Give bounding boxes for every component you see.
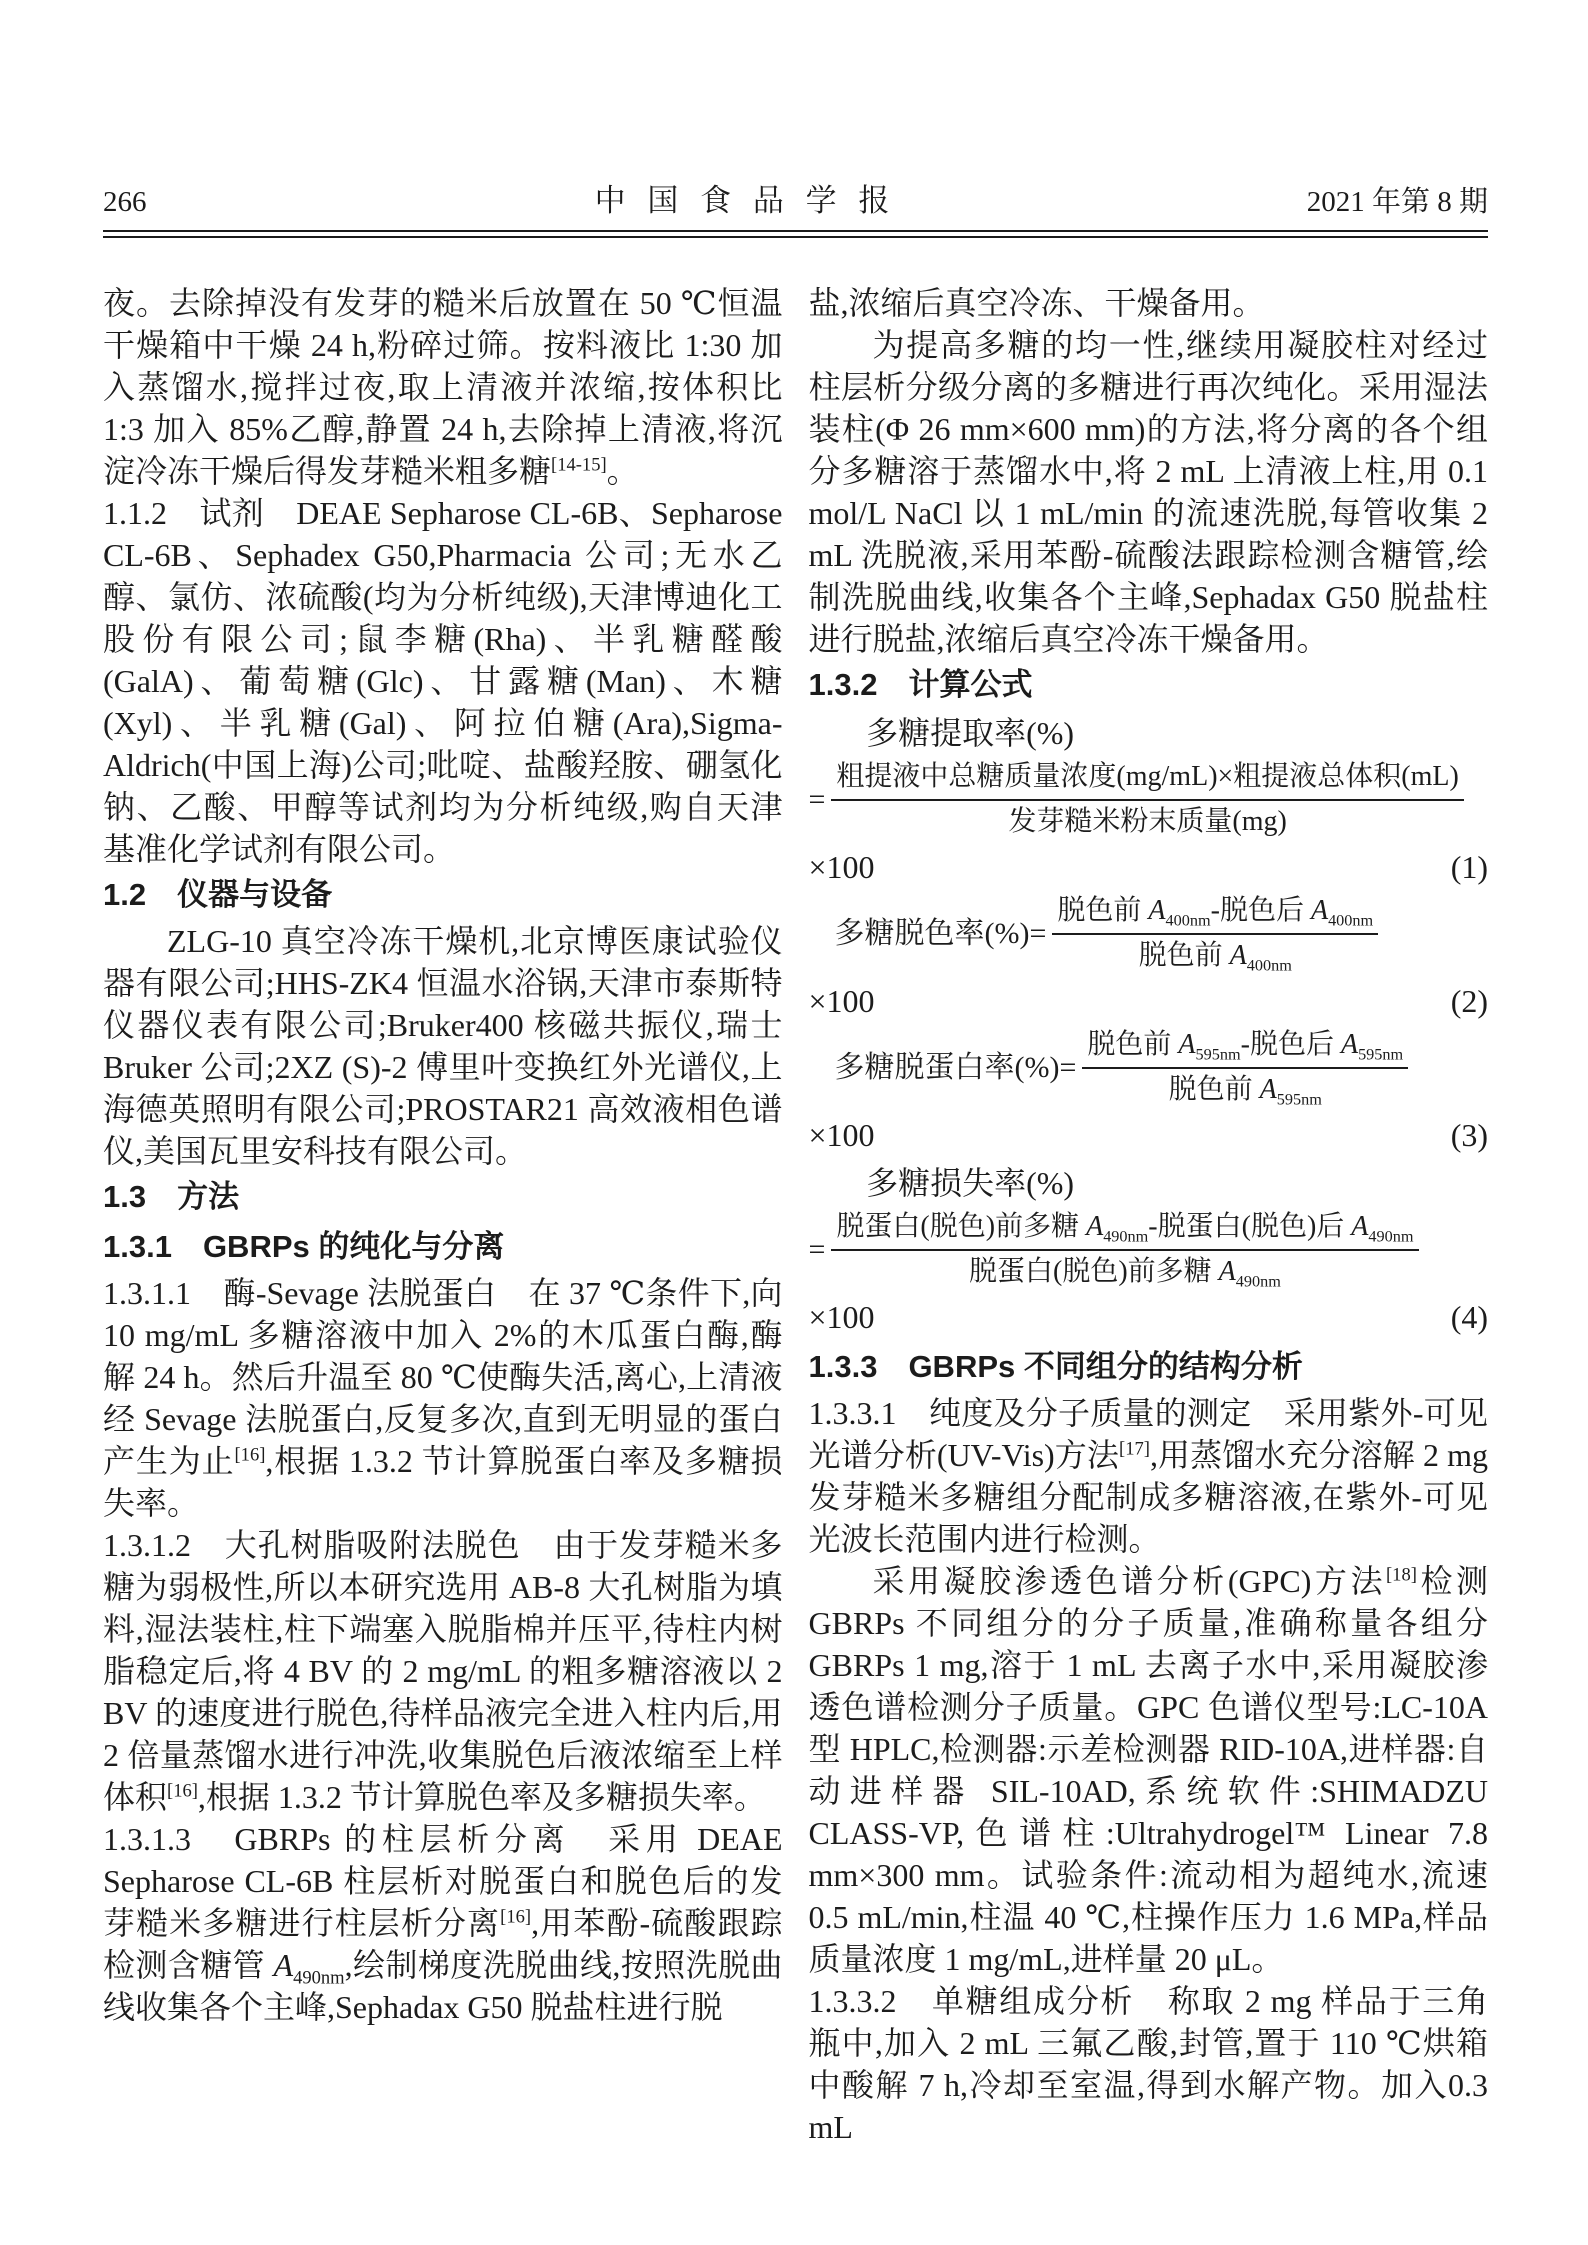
header-rule bbox=[103, 230, 1488, 238]
absorbance-symbol: A bbox=[1086, 1210, 1104, 1242]
fraction-denominator: 脱色前 $A_{400nm}$ bbox=[1138, 939, 1292, 975]
equation-number: (1) bbox=[1450, 848, 1488, 885]
absorbance-symbol: A bbox=[1351, 1210, 1369, 1242]
times-100: ×100 bbox=[808, 982, 875, 1019]
equation-number-line bbox=[809, 844, 1489, 890]
fraction-denominator: 发芽糙米粉末质量(mg) bbox=[1008, 805, 1287, 837]
paragraph: 夜。去除掉没有发芽的糙米后放置在 50 ℃恒温干燥箱中干燥 24 h,粉碎过筛。按料液比 1:30 加入蒸馏水,搅拌过夜,取上清液并浓缩,按体积比 1:3 加入 85%乙醇,静置 24 h,去除掉上清液,将沉淀冷冻干燥后得发芽糙米粗多糖[14-15]。 bbox=[103, 285, 783, 489]
paragraph: 1.3.1.3 GBRPs 的柱层析分离 采用 DEAE Sepharose CL-6B 柱层析对脱蛋白和脱色后的发芽糙米多糖进行柱层析分离[16],用苯酚-硫酸跟踪检测含糖管 $A_{490nm}$,绘制梯度洗脱曲线,按照洗脱曲线收集各个主峰,Sephadax G50 脱盐柱进行脱 bbox=[103, 1821, 783, 2025]
subscript: 595nm bbox=[1276, 1090, 1322, 1109]
times-100: ×100 bbox=[808, 848, 875, 885]
equation-number-line bbox=[809, 1112, 1489, 1158]
formula-label: 多糖提取率(%) bbox=[866, 715, 1075, 751]
absorbance-symbol: A bbox=[1148, 894, 1166, 926]
absorbance-symbol: A bbox=[1229, 939, 1247, 971]
formula-lhs: 多糖脱蛋白率(%)= bbox=[834, 1050, 1077, 1084]
fraction-denominator: 脱蛋白(脱色)前多糖 $A_{490nm}$ bbox=[969, 1255, 1281, 1291]
fraction-numerator: 脱色前 $A_{595nm}-$脱色后 $A_{595nm}$ bbox=[1082, 1027, 1408, 1069]
equation-number-line bbox=[809, 1294, 1489, 1340]
page-number: 266 bbox=[103, 186, 147, 218]
citation-ref: [16] bbox=[234, 1444, 266, 1466]
journal-title: 中 国 食 品 学 报 bbox=[594, 183, 897, 218]
subscript: 595nm bbox=[1195, 1045, 1241, 1064]
subsection-heading: 1.3.1 GBRPs 的纯化与分离 bbox=[103, 1229, 505, 1264]
subsection-heading: 1.3.2 计算公式 bbox=[808, 667, 1033, 702]
fraction-numerator: 脱色前 $A_{400nm}-$脱色后 $A_{400nm}$ bbox=[1052, 893, 1378, 935]
formula-lhs: = bbox=[808, 782, 826, 816]
paragraph: 采用凝胶渗透色谱分析(GPC)方法[18]检测 GBRPs 不同组分的分子质量,准确称量各组分 GBRPs 1 mg,溶于 1 mL 去离子水中,采用凝胶渗透色谱检测分子质量。GPC 色谱仪型号:LC-10A 型 HPLC,检测器:示差检测器 RID-10A,进样器:自动进样器 SIL-10AD,系统软件:SHIMADZU CLASS-VP,色谱柱:Ultrahydrogel™ Linear 7.8 mm×300 mm。试验条件:流动相为超纯水,流速 0.5 mL/min,柱温 40 ℃,柱操作压力 1.6 MPa,样品质量浓度 1 mg/mL,进样量 20 μL。 bbox=[808, 1562, 1488, 1977]
paragraph: 1.3.1.1 酶-Sevage 法脱蛋白 在 37 ℃条件下,向 10 mg/mL 多糖溶液中加入 2%的木瓜蛋白酶,酶解 24 h。然后升温至 80 ℃使酶失活,离心,上清液经 Sevage 法脱蛋白,反复多次,直到无明显的蛋白产生为止[16],根据 1.3.2 节计算脱蛋白率及多糖损失率。 bbox=[103, 1275, 783, 1521]
article-body bbox=[103, 282, 1488, 2148]
paragraph: 为提高多糖的均一性,继续用凝胶柱对经过柱层析分级分离的多糖进行再次纯化。采用湿法装柱(Φ 26 mm×600 mm)的方法,将分离的各个组分多糖溶于蒸馏水中,将 2 mL 上清液上柱,用 0.1 mol/L NaCl 以 1 mL/min 的流速洗脱,每管收集 2 mL 洗脱液,采用苯酚-硫酸法跟踪检测含糖管,绘制洗脱曲线,收集各个主峰,Sephadax G50 脱盐柱进行脱盐,浓缩后真空冷冻干燥备用。 bbox=[808, 327, 1488, 657]
paragraph: 盐,浓缩后真空冷冻、干燥备用。 bbox=[808, 285, 1265, 321]
equation-number-line bbox=[809, 978, 1489, 1024]
right-column bbox=[809, 282, 1489, 2148]
formula-label: 多糖损失率(%) bbox=[866, 1164, 1075, 1201]
times-100: ×100 bbox=[808, 1116, 875, 1153]
citation-ref: [16] bbox=[167, 1780, 198, 1802]
absorbance-symbol: A bbox=[273, 1947, 294, 1983]
section-heading: 1.2 仪器与设备 bbox=[103, 877, 333, 912]
formula bbox=[809, 1027, 1489, 1109]
subscript: 595nm bbox=[1358, 1045, 1404, 1064]
formula bbox=[809, 893, 1489, 975]
subscript: 490nm bbox=[1235, 1272, 1281, 1291]
absorbance-symbol: A bbox=[1340, 1028, 1359, 1060]
paragraph: 1.3.1.2 大孔树脂吸附法脱色 由于发芽糙米多糖为弱极性,所以本研究选用 AB-8 大孔树脂为填料,湿法装柱,柱下端塞入脱脂棉并压平,待柱内树脂稳定后,将 4 BV 的 2 mg/mL 的粗多糖溶液以 2 BV 的速度进行脱色,待样品液完全进入柱内后,用 2 倍量蒸馏水进行冲洗,收集脱色后液浓缩至上样体积[16],根据 1.3.2 节计算脱色率及多糖损失率。 bbox=[103, 1527, 783, 1815]
subscript: 490nm bbox=[1368, 1227, 1414, 1246]
section-heading: 1.3 方法 bbox=[103, 1179, 240, 1214]
paragraph: 1.1.2 试剂 DEAE Sepharose CL-6B、Sepharose CL-6B、Sephadex G50,Pharmacia 公司;无水乙醇、氯仿、浓硫酸(均为分析纯级),天津博迪化工股份有限公司;鼠李糖(Rha)、半乳糖醛酸(GalA)、葡萄糖(Glc)、甘露糖(Man)、木糖(Xyl)、半乳糖(Gal)、阿拉伯糖(Ara),Sigma-Aldrich(中国上海)公司;吡啶、盐酸羟胺、硼氢化钠、乙酸、甲醇等试剂均为分析纯级,购自天津基准化学试剂有限公司。 bbox=[103, 495, 783, 867]
citation-ref: [17] bbox=[1119, 1437, 1150, 1459]
left-column bbox=[103, 282, 783, 2148]
subscript: 490nm bbox=[1103, 1227, 1149, 1246]
fraction bbox=[1082, 1027, 1408, 1109]
fraction-denominator: 脱色前 $A_{595nm}$ bbox=[1168, 1073, 1322, 1109]
equation-number: (4) bbox=[1450, 1298, 1488, 1335]
absorbance-symbol: A bbox=[1178, 1028, 1196, 1060]
subscript: 400nm bbox=[1328, 911, 1374, 930]
absorbance-symbol: A bbox=[1218, 1255, 1236, 1287]
absorbance-symbol: A bbox=[1259, 1073, 1277, 1105]
paragraph: 1.3.3.1 纯度及分子质量的测定 采用紫外-可见光谱分析(UV-Vis)方法[17],用蒸馏水充分溶解 2 mg 发芽糙米多糖组分配制成多糖溶液,在紫外-可见光波长范围内进行检测。 bbox=[808, 1394, 1488, 1557]
fraction-numerator: 粗提液中总糖质量浓度(mg/mL)×粗提液总体积(mL) bbox=[831, 759, 1463, 801]
subscript: 400nm bbox=[1165, 911, 1211, 930]
fraction bbox=[831, 759, 1463, 841]
fraction bbox=[1052, 893, 1378, 975]
subsection-heading: 1.3.3 GBRPs 不同组分的结构分析 bbox=[808, 1348, 1303, 1384]
subscript: 490nm bbox=[293, 1967, 345, 1989]
subscript: 400nm bbox=[1246, 956, 1292, 975]
citation-ref: [18] bbox=[1386, 1563, 1417, 1585]
formula-lhs: = bbox=[808, 1232, 826, 1266]
times-100: ×100 bbox=[808, 1298, 875, 1335]
fraction bbox=[831, 1209, 1418, 1291]
citation-ref: [16] bbox=[500, 1906, 532, 1928]
fraction-numerator: 脱蛋白(脱色)前多糖 $A_{490nm}-$脱蛋白(脱色)后 $A_{490nm}$ bbox=[831, 1209, 1418, 1251]
formula-lhs: 多糖脱色率(%)= bbox=[834, 916, 1047, 950]
formula bbox=[809, 759, 1489, 841]
citation-ref: [14-15] bbox=[551, 454, 607, 476]
issue-info: 2021 年第 8 期 bbox=[1306, 186, 1488, 218]
formula bbox=[809, 1209, 1489, 1291]
page-header bbox=[103, 183, 1488, 218]
equation-number: (2) bbox=[1450, 982, 1488, 1019]
equation-number: (3) bbox=[1450, 1116, 1488, 1153]
paragraph: ZLG-10 真空冷冻干燥机,北京博医康试验仪器有限公司;HHS-ZK4 恒温水浴锅,天津市泰斯特仪器仪表有限公司;Bruker400 核磁共振仪,瑞士 Bruker 公司;2XZ (S)-2 傅里叶变换红外光谱仪,上海德英照明有限公司;PROSTAR21 高效液相色谱仪,美国瓦里安科技有限公司。 bbox=[103, 923, 783, 1169]
paragraph: 1.3.3.2 单糖组成分析 称取 2 mg 样品于三角瓶中,加入 2 mL 三氟乙酸,封管,置于 110 ℃烘箱中酸解 7 h,冷却至室温,得到水解产物。加入0.3 mL bbox=[808, 1982, 1488, 2145]
absorbance-symbol: A bbox=[1310, 894, 1329, 926]
